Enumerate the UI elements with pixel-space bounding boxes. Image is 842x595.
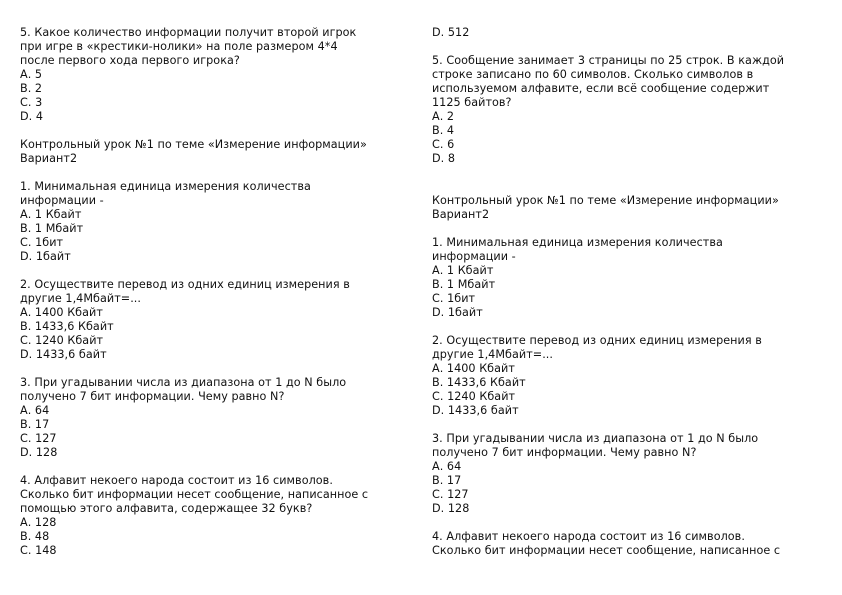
question-text: 3. При угадывании числа из диапазона от 1 до N было (432, 432, 759, 445)
question-2 (432, 334, 822, 418)
question-text: 5. Сообщение занимает 3 страницы по 25 строк. В каждой (432, 54, 785, 67)
answer-option: D. 128 (432, 502, 470, 515)
question-1 (432, 236, 822, 320)
answer-option: А. 64 (20, 404, 50, 417)
answer-option: D. 1байт (432, 306, 483, 319)
heading-variant: Вариант2 (20, 152, 78, 165)
question-1 (20, 180, 410, 264)
question-text: 4. Алфавит некоего народа состоит из 16 символов. (432, 530, 745, 543)
answer-option: С. 1бит (432, 292, 476, 305)
answer-option: С. 1бит (20, 236, 64, 249)
answer-option: В. 2 (20, 82, 43, 95)
test-heading (432, 194, 822, 222)
answer-option: D. 128 (20, 446, 58, 459)
question-text: 3. При угадывании числа из диапазона от 1 до N было (20, 376, 347, 389)
answer-option: D. 1433,6 байт (20, 348, 107, 361)
question-2 (20, 278, 410, 362)
answer-option: В. 1 Мбайт (432, 278, 496, 291)
answer-option: С. 6 (432, 138, 455, 151)
answer-option: С. 3 (20, 96, 43, 109)
answer-option: D. 1433,6 байт (432, 404, 519, 417)
question-text: информации - (20, 194, 104, 207)
question-text: 1. Минимальная единица измерения количества (432, 236, 723, 249)
answer-option: В. 48 (20, 530, 50, 543)
answer-option: С. 1240 Кбайт (432, 390, 516, 403)
left-column (20, 26, 410, 558)
answer-option: С. 148 (20, 544, 57, 557)
question-text: при игре в «крестики-нолики» на поле размером 4*4 (20, 40, 338, 53)
answer-option: С. 127 (432, 488, 469, 501)
question-text: 1125 байтов? (432, 96, 512, 109)
question-5 (432, 54, 822, 166)
answer-option: D. 4 (20, 110, 44, 123)
answer-option: В. 1 Мбайт (20, 222, 84, 235)
question-text: Сколько бит информации несет сообщение, написанное с (432, 544, 781, 557)
test-heading (20, 138, 410, 166)
question-text: другие 1,4Мбайт=... (20, 292, 142, 305)
question-text: 5. Какое количество информации получит второй игрок (20, 26, 357, 39)
question-text: строке записано по 60 символов. Сколько символов в (432, 68, 754, 81)
answer-option: А. 1400 Кбайт (432, 362, 515, 375)
answer-option: D. 512 (432, 26, 470, 39)
answer-option: D. 1байт (20, 250, 71, 263)
question-4 (432, 530, 822, 558)
answer-option: В. 1433,6 Кбайт (432, 376, 526, 389)
question-text: получено 7 бит информации. Чему равно N? (432, 446, 697, 459)
answer-option: D. 8 (432, 152, 456, 165)
question-text: помощью этого алфавита, содержащее 32 букв? (20, 502, 313, 515)
question-text: используемом алфавите, если всё сообщение содержит (432, 82, 770, 95)
question-3 (432, 432, 822, 516)
answer-option: А. 64 (432, 460, 462, 473)
question-text: получено 7 бит информации. Чему равно N? (20, 390, 285, 403)
question-text: 1. Минимальная единица измерения количества (20, 180, 311, 193)
answer-option: А. 2 (432, 110, 455, 123)
answer-option: В. 17 (20, 418, 50, 431)
answer-option: А. 1 Кбайт (432, 264, 494, 277)
answer-option: А. 1 Кбайт (20, 208, 82, 221)
right-column (432, 26, 822, 558)
answer-option: С. 127 (20, 432, 57, 445)
question-text: Сколько бит информации несет сообщение, написанное с (20, 488, 369, 501)
question-text: 4. Алфавит некоего народа состоит из 16 символов. (20, 474, 333, 487)
question-5 (20, 26, 410, 124)
answer-option: А. 1400 Кбайт (20, 306, 103, 319)
question-text: информации - (432, 250, 516, 263)
question-text: 2. Осуществите перевод из одних единиц измерения в (432, 334, 762, 347)
question-3 (20, 376, 410, 460)
heading-title: Контрольный урок №1 по теме «Измерение информации» (432, 194, 779, 207)
answer-option: В. 4 (432, 124, 455, 137)
question-4 (20, 474, 410, 558)
question-text: другие 1,4Мбайт=... (432, 348, 554, 361)
answer-option: В. 1433,6 Кбайт (20, 320, 114, 333)
question-text: после первого хода первого игрока? (20, 54, 240, 67)
answer-option: С. 1240 Кбайт (20, 334, 104, 347)
answer-option: В. 17 (432, 474, 462, 487)
heading-title: Контрольный урок №1 по теме «Измерение информации» (20, 138, 367, 151)
answer-option: А. 5 (20, 68, 43, 81)
question-text: 2. Осуществите перевод из одних единиц измерения в (20, 278, 350, 291)
answer-option: А. 128 (20, 516, 57, 529)
heading-variant: Вариант2 (432, 208, 490, 221)
